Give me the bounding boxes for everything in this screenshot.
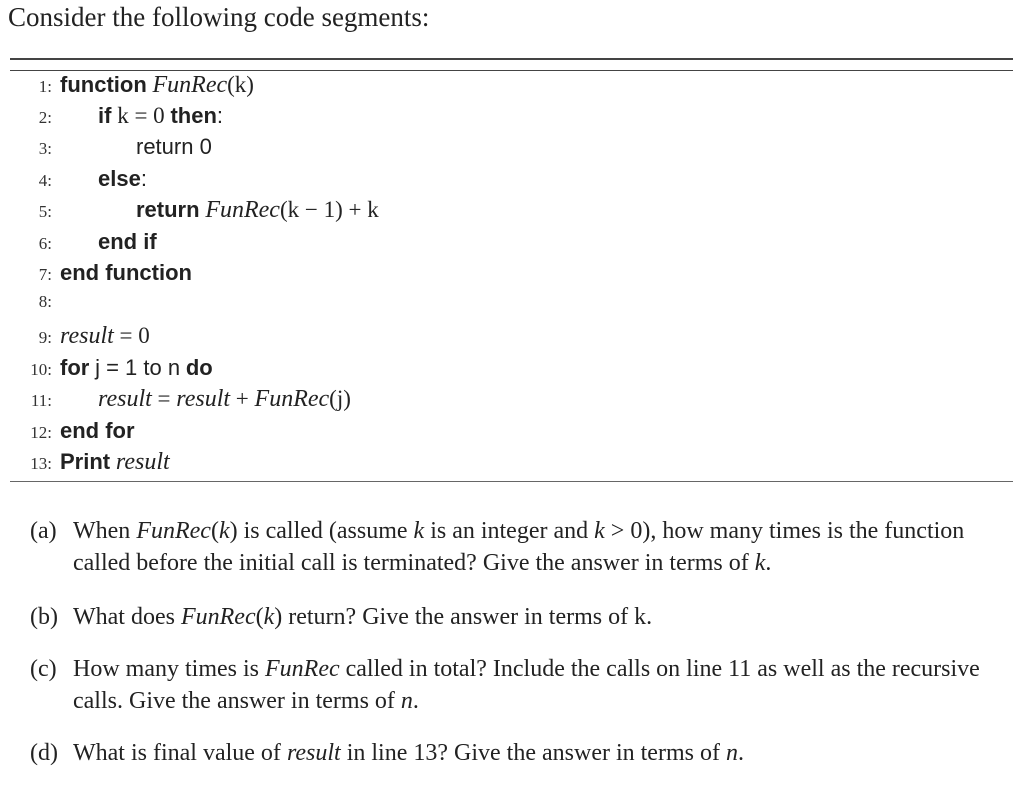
- code-line-1: [10, 72, 254, 102]
- variable: result: [60, 323, 114, 349]
- code-line-11: [10, 386, 351, 416]
- plus: +: [230, 386, 255, 411]
- math-term: k: [218, 518, 230, 544]
- question-text: ) return? Give the answer in terms of k.: [274, 604, 653, 630]
- code-line-9: [10, 323, 150, 353]
- colon: :: [216, 103, 224, 128]
- variable: result: [98, 386, 152, 412]
- question-label: (d): [30, 740, 58, 766]
- line-number: 11:: [30, 391, 52, 410]
- question-c: [30, 653, 1015, 717]
- line-number: 12:: [30, 423, 52, 442]
- question-text: .: [765, 550, 772, 576]
- question-text: What is final value of: [73, 740, 287, 766]
- question-text: is an integer and: [424, 518, 595, 544]
- line-number: 13:: [30, 454, 52, 473]
- math-term: k: [754, 550, 766, 576]
- keyword: return: [136, 197, 200, 222]
- question-text: When: [73, 518, 137, 544]
- variable: result: [176, 386, 231, 412]
- math-term: FunRec: [265, 656, 340, 682]
- math-term: k: [263, 604, 275, 630]
- code-line-4: [10, 166, 147, 196]
- loop-range: j = 1 to n: [95, 355, 181, 380]
- bottom-rule: [10, 481, 1013, 482]
- function-name: FunRec: [254, 386, 330, 412]
- question-text: > 0), how many times is the function called before the initial call is terminated? Give the answer in terms of: [73, 518, 971, 576]
- code-line-13: [10, 449, 170, 479]
- code-line-3: [10, 134, 212, 164]
- args: (j): [329, 386, 351, 411]
- function-name: FunRec: [205, 197, 280, 223]
- line-number: 5:: [38, 202, 52, 221]
- condition: k = 0: [117, 103, 165, 128]
- keyword: function: [60, 72, 147, 97]
- question-text: How many times is: [73, 656, 265, 682]
- question-text: What does: [73, 604, 181, 630]
- top-rule: [10, 58, 1013, 60]
- line-number: 9:: [38, 328, 52, 347]
- assignment: = 0: [113, 323, 150, 348]
- math-term: FunRec: [136, 518, 211, 544]
- question-text: called in total? Include the calls on line 11 as well as the recursive calls. Give the answer in terms of: [73, 656, 986, 714]
- keyword: if: [98, 103, 112, 128]
- line-number: 6:: [38, 234, 52, 253]
- code-line-8: [10, 292, 52, 322]
- line-number: 4:: [38, 171, 52, 190]
- math-term: result: [286, 740, 341, 766]
- keyword: end if: [98, 229, 157, 254]
- keyword: do: [185, 355, 213, 380]
- code-line-2: [10, 103, 223, 133]
- question-b: [30, 601, 1015, 633]
- keyword: Print: [60, 449, 111, 474]
- intro-text: Consider the following code segments:: [8, 2, 430, 32]
- line-number: 2:: [38, 108, 52, 127]
- question-a: [30, 515, 1015, 579]
- keyword: for: [60, 355, 90, 380]
- question-text: .: [737, 740, 744, 766]
- code-line-10: [10, 355, 213, 385]
- code-line-5: [10, 197, 379, 227]
- line-number: 7:: [38, 265, 52, 284]
- statement: return 0: [136, 134, 212, 159]
- question-text: (: [255, 604, 264, 630]
- keyword: else: [98, 166, 141, 191]
- keyword: end function: [60, 260, 192, 285]
- variable: result: [115, 449, 170, 475]
- question-text: ) is called (assume: [229, 518, 414, 544]
- question-label: (a): [30, 518, 57, 544]
- line-number: 1:: [38, 77, 52, 96]
- code-line-7: [10, 260, 192, 290]
- math-term: n: [725, 740, 738, 766]
- math-term: FunRec: [180, 604, 256, 630]
- math-term: k: [594, 518, 605, 544]
- math-term: k: [413, 518, 425, 544]
- question-label: (c): [30, 656, 57, 682]
- line-number: 10:: [30, 360, 52, 379]
- question-d: [30, 737, 1015, 769]
- expression: (k − 1) + k: [279, 197, 379, 222]
- keyword: end for: [60, 418, 135, 443]
- code-line-6: [10, 229, 157, 259]
- code-line-12: [10, 418, 135, 448]
- equals: =: [151, 386, 177, 411]
- colon: :: [140, 166, 147, 191]
- header-rule: [10, 70, 1013, 71]
- question-text: in line 13? Give the answer in terms of: [340, 740, 726, 766]
- question-text: .: [412, 688, 419, 714]
- params: (k): [227, 72, 254, 97]
- math-term: n: [400, 688, 413, 714]
- question-label: (b): [30, 604, 58, 630]
- line-number: 3:: [38, 139, 52, 158]
- question-text: (: [210, 518, 219, 544]
- line-number: 8:: [38, 292, 52, 311]
- keyword: then: [170, 103, 217, 128]
- function-name: FunRec: [152, 72, 228, 98]
